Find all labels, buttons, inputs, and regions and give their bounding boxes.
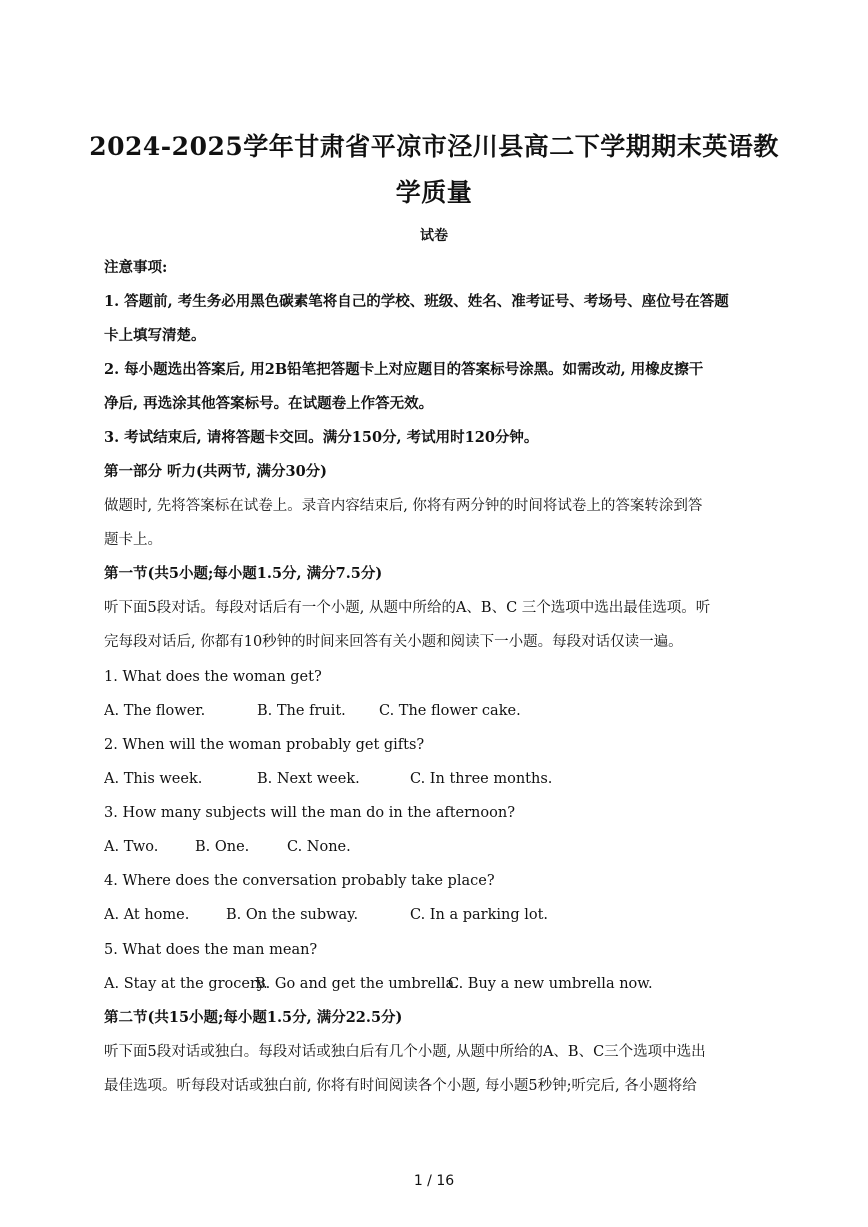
document-title-line-2: 学质量 [395, 178, 473, 207]
question-3-options [104, 837, 772, 857]
question-2: 2. When will the woman probably get gifts? [104, 737, 425, 753]
notice-line: 净后, 再选涂其他答案标号。在试题卷上作答无效。 [104, 395, 434, 412]
section1-instruction-line: 完每段对话后, 你都有10秒钟的时间来回答有关小题和阅读下一小题。每段对话仅读一遍。 [104, 634, 683, 650]
option-c: C. Buy a new umbrella now. [448, 976, 653, 992]
question-1-options [104, 701, 772, 721]
section2-instruction-line: 听下面5段对话或独白。每段对话或独白后有几个小题, 从题中所给的A、B、C三个选项中选出 [104, 1044, 706, 1060]
option-c: C. In three months. [410, 771, 553, 787]
section1-instruction-line: 听下面5段对话。每段对话后有一个小题, 从题中所给的A、B、C 三个选项中选出最佳选项。听 [104, 600, 711, 616]
option-a: A. This week. [104, 771, 203, 787]
page-number: 1 / 16 [413, 1173, 455, 1189]
document-title-line-1: 2024-2025学年甘肃省平凉市泾川县高二下学期期末英语教 [89, 132, 779, 161]
notice-line: 1. 答题前, 考生务必用黑色碳素笔将自己的学校、班级、姓名、准考证号、考场号、座位号在答题 [104, 293, 729, 310]
option-b: B. Go and get the umbrella. [255, 976, 459, 992]
notice-line: 2. 每小题选出答案后, 用2B铅笔把答题卡上对应题目的答案标号涂黑。如需改动, 用橡皮擦干 [104, 361, 704, 378]
option-c: C. In a parking lot. [410, 907, 549, 923]
question-1: 1. What does the woman get? [104, 669, 322, 685]
section2-instruction-line: 最佳选项。听每段对话或独白前, 你将有时间阅读各个小题, 每小题5秒钟;听完后, 各小题将给 [104, 1078, 697, 1094]
notice-line: 3. 考试结束后, 请将答题卡交回。满分150分, 考试用时120分钟。 [104, 429, 539, 446]
document-subtitle: 试卷 [420, 228, 448, 244]
option-b: B. Next week. [257, 771, 360, 787]
notice-line: 卡上填写清楚。 [104, 327, 206, 344]
option-a: A. At home. [104, 907, 190, 923]
question-5: 5. What does the man mean? [104, 942, 318, 958]
part1-heading: 第一部分 听力(共两节, 满分30分) [104, 463, 328, 480]
option-c: C. None. [287, 839, 351, 855]
question-5-options [104, 974, 772, 994]
option-a: A. The flower. [104, 703, 206, 719]
question-3: 3. How many subjects will the man do in the afternoon? [104, 805, 515, 821]
option-b: B. One. [195, 839, 250, 855]
section1-heading: 第一节(共5小题;每小题1.5分, 满分7.5分) [104, 565, 383, 582]
question-2-options [104, 769, 772, 789]
question-4: 4. Where does the conversation probably take place? [104, 873, 495, 889]
question-4-options [104, 905, 772, 925]
option-b: B. On the subway. [226, 907, 359, 923]
section2-heading: 第二节(共15小题;每小题1.5分, 满分22.5分) [104, 1009, 403, 1026]
option-a: A. Two. [104, 839, 159, 855]
option-a: A. Stay at the grocery. [104, 976, 268, 992]
part1-instruction-line: 题卡上。 [104, 532, 162, 548]
option-b: B. The fruit. [257, 703, 346, 719]
part1-instruction-line: 做题时, 先将答案标在试卷上。录音内容结束后, 你将有两分钟的时间将试卷上的答案转涂到答 [104, 498, 703, 514]
notice-heading: 注意事项: [104, 259, 168, 276]
option-c: C. The flower cake. [379, 703, 521, 719]
